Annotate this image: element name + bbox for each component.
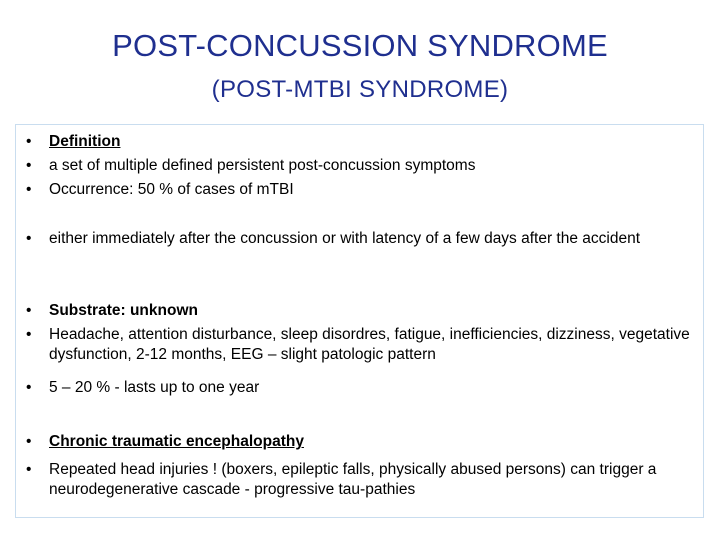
bullet-dot: • (26, 326, 32, 343)
bullet-onset (16, 229, 705, 249)
bullet-occurrence (16, 180, 705, 200)
bullet-dot: • (26, 461, 32, 478)
bullet-dot: • (26, 302, 32, 319)
bullet-text: Definition (49, 133, 121, 150)
bullet-text: either immediately after the concussion or with latency of a few days after the accident (49, 230, 641, 247)
bullet-text: Repeated head injuries ! (boxers, epileptic falls, physically abused persons) can trigger a neurodegenerative cascade - progressive tau-pathies (49, 461, 657, 498)
bullet-dot: • (26, 181, 32, 198)
bullet-dot: • (26, 379, 32, 396)
bullet-text: Headache, attention disturbance, sleep disordres, fatigue, inefficiencies, dizziness, vegetative dysfunction, 2-12 months, EEG – slight patologic pattern (49, 326, 690, 363)
bullet-cte (16, 432, 705, 452)
bullet-text: Occurrence: 50 % of cases of mTBI (49, 181, 294, 198)
bullet-dot: • (26, 157, 32, 174)
bullet-dot: • (26, 433, 32, 450)
bullet-text: Chronic traumatic encephalopathy (49, 433, 304, 450)
bullet-text: a set of multiple defined persistent post-concussion symptoms (49, 157, 476, 174)
bullet-definition-detail (16, 156, 705, 176)
slide-title: POST-CONCUSSION SYNDROME (112, 28, 608, 63)
bullet-substrate (16, 301, 705, 321)
bullet-duration (16, 378, 705, 398)
bullet-repeated-injuries (16, 460, 705, 500)
bullet-text: 5 – 20 % - lasts up to one year (49, 379, 260, 396)
bullet-text: Substrate: unknown (49, 302, 198, 319)
slide-subtitle: (POST-MTBI SYNDROME) (211, 76, 509, 103)
bullet-dot: • (26, 230, 32, 247)
bullet-symptoms (16, 325, 705, 365)
bullet-definition (16, 132, 705, 152)
bullet-dot: • (26, 133, 32, 150)
content-box (15, 124, 704, 518)
